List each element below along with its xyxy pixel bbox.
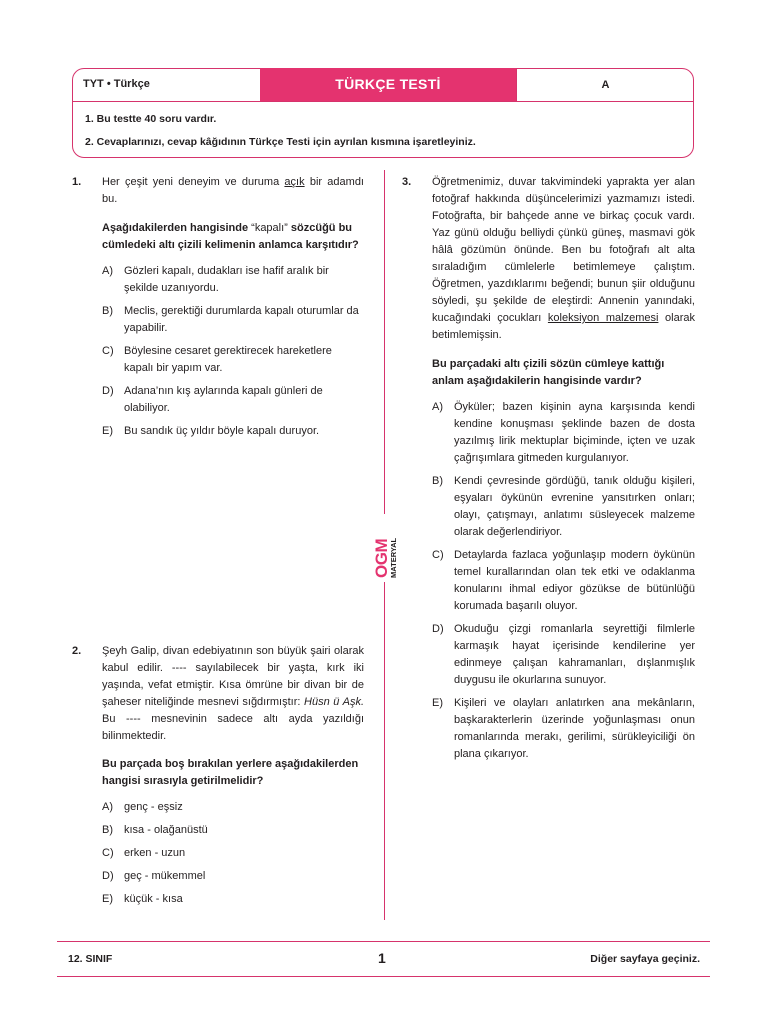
logo-materyal-text: MATERYAL: [389, 537, 398, 578]
test-header: [72, 68, 694, 158]
option-e[interactable]: E) küçük - kısa: [102, 893, 183, 905]
footer-top-rule: [57, 941, 710, 942]
option-a[interactable]: A) genç - eşsiz: [102, 801, 183, 813]
underlined-phrase: koleksiyon malzemesi: [547, 312, 659, 324]
question-stem: Aşağıdakilerden hangisinde “kapalı” sözcüğü bu cümledeki altı çizili kelimenin anlamca karşıtıdır?: [102, 222, 359, 251]
option-d[interactable]: D) geç - mükemmel: [102, 870, 206, 882]
logo-ogm-text: OGM: [372, 538, 391, 578]
test-title: TÜRKÇE TESTİ: [260, 68, 516, 101]
question-text: Şeyh Galip, divan edebiyatının son büyük şairi olarak kabul edilir. ---- sayılabilecek bir yaşta, kırk iki yaşında, vefat etmiştir. Kısa ömrüne bir divan bir de şaheser niteliğinde mesnevi sığdırmıştır: Hüsn ü Aşk. Bu ---- mesnevinin sadece altı ayda yazıldığı bilinmektedir.: [102, 645, 364, 742]
column-divider-bottom: [384, 582, 385, 920]
options-list: [102, 263, 364, 440]
instruction-2: 2. Cevaplarınızı, cevap kâğıdının Türkçe Testi için ayrılan kısmına işaretleyiniz.: [85, 136, 476, 148]
underlined-word: açık: [284, 176, 305, 188]
option-a[interactable]: A) Gözleri kapalı, dudakları ise hafif aralık bir şekilde uzanıyordu.: [102, 265, 329, 294]
option-e[interactable]: E) Bu sandık üç yıldır böyle kapalı duruyor.: [102, 425, 320, 437]
option-d[interactable]: D) Okuduğu çizgi romanlarla seyrettiği filmlerle karmaşık hayat içerisinde kendilerine yer edinmeye çalışan kahramanları, dışlanmışlık duygusu ile okurlarına sunuyor.: [432, 623, 695, 686]
page-number: 1: [378, 950, 386, 966]
exam-subject: TYT • Türkçe: [83, 78, 150, 90]
question-3: [432, 174, 695, 763]
question-number: 2.: [72, 645, 82, 657]
header-row: [73, 69, 693, 102]
option-d[interactable]: D) Adana’nın kış aylarında kapalı günleri de olabiliyor.: [102, 385, 323, 414]
question-text: Öğretmenimiz, duvar takvimindeki yaprakta yer alan fotoğraf hakkında düşüncelerimizi yazmamızı istedi. Fotoğrafta, bir bahçede anne ve birkaç çocuk vardı. Yaz günü olduğu belliydi çünkü güneş, masmavi gök hâlâ gözümün önünde. Ben bu fotoğrafı alt alta sıraladığım cümlelerle betimlemeye çalıştım. Öğretmen, yazdıklarımı beğendi; bunun şiir olduğunu söyledi, şu şekilde de eleştirdi: Annenin yanındaki, kucağındaki çocukları koleksiyon malzemesi olarak betimlemişsin.: [432, 176, 695, 341]
option-c[interactable]: C) erken - uzun: [102, 847, 186, 859]
options-list: [102, 799, 364, 908]
option-e[interactable]: E) Kişileri ve olayları anlatırken ana mekânların, başkarakterlerin üzerinde yoğunlaşması onun romanlarında merakı, gerilimi, sürükleyiciliği ön plana çıkarıyor.: [432, 697, 695, 760]
question-number: 3.: [402, 176, 412, 188]
question-stem: Bu parçadaki altı çizili sözün cümleye kattığı anlam aşağıdakilerin hangisinde vardır?: [432, 358, 665, 387]
footer-bottom-rule: [57, 976, 710, 977]
grade-label: 12. SINIF: [68, 953, 113, 965]
ogm-materyal-logo: [372, 520, 398, 578]
question-2: [102, 643, 364, 908]
option-b[interactable]: B) Meclis, gerektiği durumlarda kapalı oturumlar da yapabilir.: [102, 305, 359, 334]
option-b[interactable]: B) Kendi çevresinde gördüğü, tanık olduğu kişileri, eşyaları öykünün evrenine yansıtırken onları; olayı, çatışmayı, anlatımı süsleyecek malzeme olarak değerlendiriyor.: [432, 475, 695, 538]
question-stem: Bu parçada boş bırakılan yerlere aşağıdakilerden hangisi sırasıyla getirilmelidir?: [102, 758, 359, 787]
question-number: 1.: [72, 176, 82, 188]
booklet-type: A: [601, 79, 610, 91]
question-1: [102, 174, 364, 440]
option-c[interactable]: C) Böylesine cesaret gerektirecek hareketlere kapalı bir yapım var.: [102, 345, 332, 374]
option-a[interactable]: A) Öyküler; bazen kişinin ayna karşısında kendi kendine konuşması şeklinde bazen de dosta yazılmış lirik mektuplar biçiminde, içten ve uzak çağrışımlara gitmeden kurgulanıyor.: [432, 401, 695, 464]
next-page-note: Diğer sayfaya geçiniz.: [590, 953, 700, 965]
column-divider-top: [384, 170, 385, 514]
italic-title: Hüsn ü Aşk.: [304, 696, 364, 708]
question-text: Her çeşit yeni deneyim ve duruma açık bir adamdı bu.: [102, 176, 364, 205]
options-list: [432, 399, 695, 763]
option-b[interactable]: B) kısa - olağanüstü: [102, 824, 208, 836]
instruction-1: 1. Bu testte 40 soru vardır.: [85, 113, 217, 125]
option-c[interactable]: C) Detaylarda fazlaca yoğunlaşıp modern öykünün temel kurallarından olan tek etki ve odaklanma konularını ihmal ediyor gözükse de bütünlüğü korumada başarılı oluyor.: [432, 549, 695, 612]
